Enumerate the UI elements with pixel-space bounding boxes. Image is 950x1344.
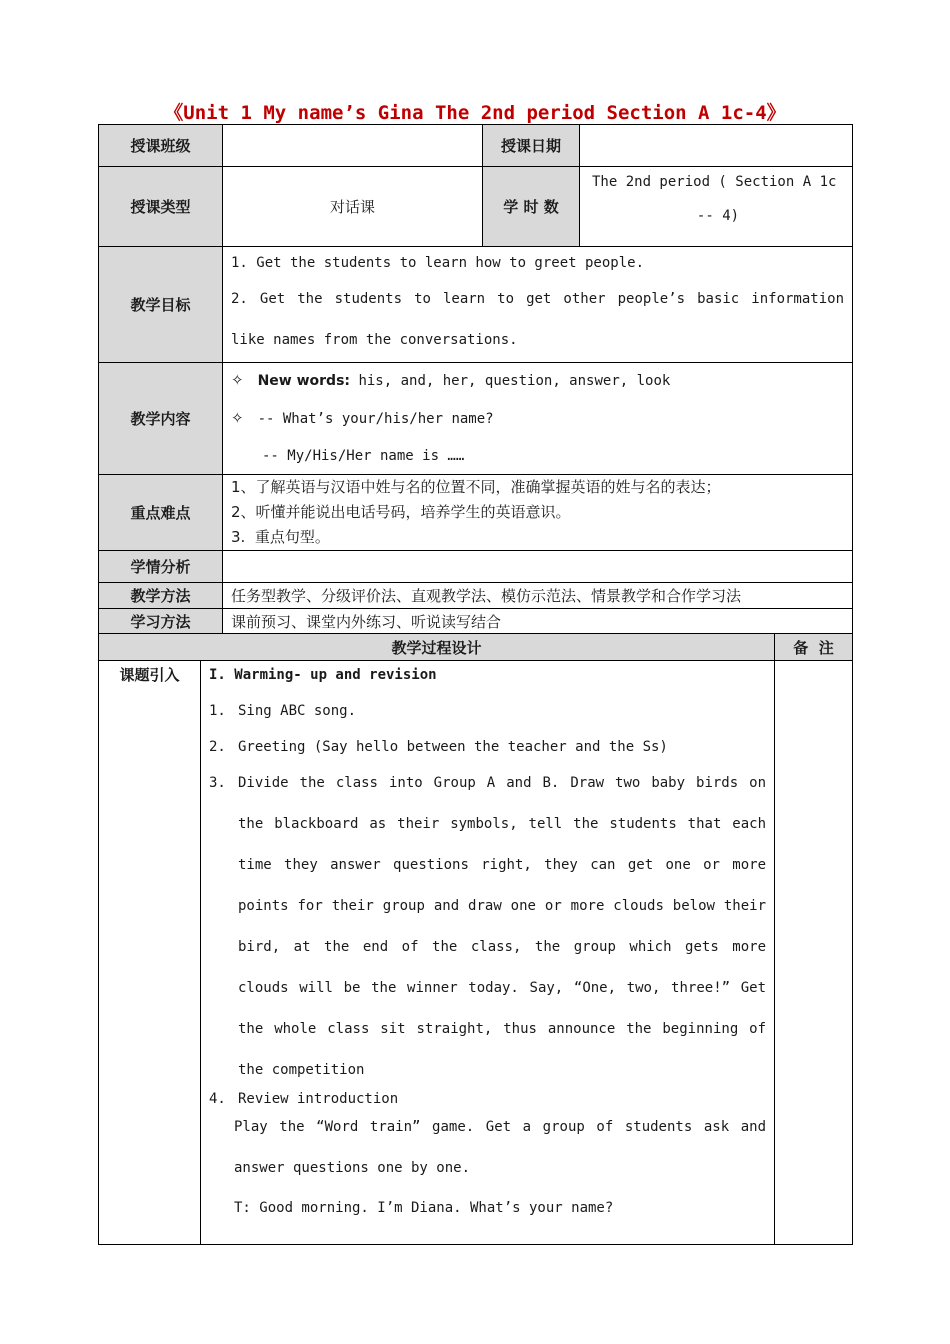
diamond-bullet-icon: ✧ bbox=[231, 371, 244, 389]
item-text-line: the competition bbox=[238, 1062, 365, 1078]
list-item bbox=[209, 770, 766, 1091]
date-label: 授课日期 bbox=[483, 125, 580, 167]
process-content bbox=[201, 661, 775, 1245]
learning-method-value: 课前预习、课堂内外练习、听说读写结合 bbox=[223, 609, 853, 634]
lesson-info-table bbox=[98, 124, 853, 634]
objective-3: like names from the conversations. bbox=[231, 332, 518, 348]
hours-value-line1: The 2nd period ( Section A 1c bbox=[592, 174, 837, 190]
notes-value bbox=[775, 661, 853, 1245]
objectives-label: 教学目标 bbox=[99, 247, 223, 363]
item-text-block bbox=[238, 763, 766, 1091]
key-points-cell bbox=[223, 475, 853, 551]
hours-label: 学 时 数 bbox=[483, 167, 580, 247]
date-value bbox=[580, 125, 853, 167]
teaching-method-value: 任务型教学、分级评价法、直观教学法、模仿示范法、情景教学和合作学习法 bbox=[223, 583, 853, 609]
dialog-line: T: Good morning. I’m Diana. What’s your name? bbox=[234, 1200, 614, 1216]
item-number: 4. bbox=[209, 1091, 226, 1107]
item-text: Review introduction bbox=[238, 1091, 399, 1107]
intro-label: 课题引入 bbox=[99, 661, 201, 1245]
process-header: 教学过程设计 bbox=[99, 634, 775, 661]
type-label: 授课类型 bbox=[99, 167, 223, 247]
teaching-method-label: 教学方法 bbox=[99, 583, 223, 609]
key-point-2: 2、听懂并能说出电话号码，培养学生的英语意识。 bbox=[231, 503, 571, 521]
sentence-2: -- My/His/Her name is …… bbox=[262, 448, 465, 464]
list-item bbox=[209, 698, 766, 724]
item-text-line: the blackboard as their symbols, tell the students that each bbox=[238, 816, 767, 832]
key-point-3: 3. 重点句型。 bbox=[231, 528, 330, 546]
class-value bbox=[223, 125, 483, 167]
objective-1: 1. Get the students to learn how to greet people. bbox=[231, 255, 645, 271]
item-text-line: points for their group and draw one or more clouds below their bbox=[238, 898, 767, 914]
item-number: 1. bbox=[209, 703, 226, 719]
game-line-1: Play the “Word train” game. Get a group of students ask and bbox=[234, 1119, 767, 1135]
learning-method-label: 学习方法 bbox=[99, 609, 223, 634]
hours-value-line2: -- 4) bbox=[696, 208, 740, 224]
key-point-1: 1、了解英语与汉语中姓与名的位置不同，准确掌握英语的姓与名的表达； bbox=[231, 478, 721, 496]
new-words-list: his, and, her, question, answer, look bbox=[358, 373, 671, 389]
warmup-heading: I. Warming- up and revision bbox=[209, 667, 437, 683]
class-label: 授课班级 bbox=[99, 125, 223, 167]
hours-value bbox=[580, 167, 853, 247]
item-text: Greeting (Say hello between the teacher and the Ss) bbox=[238, 739, 668, 755]
process-table bbox=[98, 633, 853, 1245]
type-value: 对话课 bbox=[223, 167, 483, 247]
key-points-label: 重点难点 bbox=[99, 475, 223, 551]
content-cell bbox=[223, 363, 853, 475]
item-text-line: time they answer questions right, they can get one or more bbox=[238, 857, 767, 873]
sentence-1: -- What’s your/his/her name? bbox=[257, 411, 494, 427]
item-number: 2. bbox=[209, 739, 226, 755]
sentence-line-1 bbox=[231, 405, 844, 432]
notes-header: 备 注 bbox=[775, 634, 853, 661]
item-text-line: Divide the class into Group A and B. Draw two baby birds on bbox=[238, 775, 767, 791]
page-title: 《Unit 1 My name’s Gina The 2nd period Section A 1c-4》 bbox=[164, 102, 786, 124]
analysis-value bbox=[223, 551, 853, 583]
content-label: 教学内容 bbox=[99, 363, 223, 475]
item-text-line: the whole class sit straight, thus announce the beginning of bbox=[238, 1021, 767, 1037]
diamond-bullet-icon: ✧ bbox=[231, 409, 244, 427]
item-text: Sing ABC song. bbox=[238, 703, 357, 719]
analysis-label: 学情分析 bbox=[99, 551, 223, 583]
item-text-line: bird, at the end of the class, the group which gets more bbox=[238, 939, 767, 955]
list-item bbox=[209, 734, 766, 760]
item-number: 3. bbox=[209, 775, 226, 791]
game-line-2: answer questions one by one. bbox=[234, 1160, 471, 1176]
game-block bbox=[209, 1107, 766, 1189]
item-text-line: clouds will be the winner today. Say, “One, two, three!” Get bbox=[238, 980, 767, 996]
objectives-cell bbox=[223, 247, 853, 363]
objective-2: 2. Get the students to learn to get other people’s basic information bbox=[231, 291, 844, 307]
new-words-label: New words: bbox=[257, 373, 351, 389]
new-words-line bbox=[231, 367, 844, 394]
